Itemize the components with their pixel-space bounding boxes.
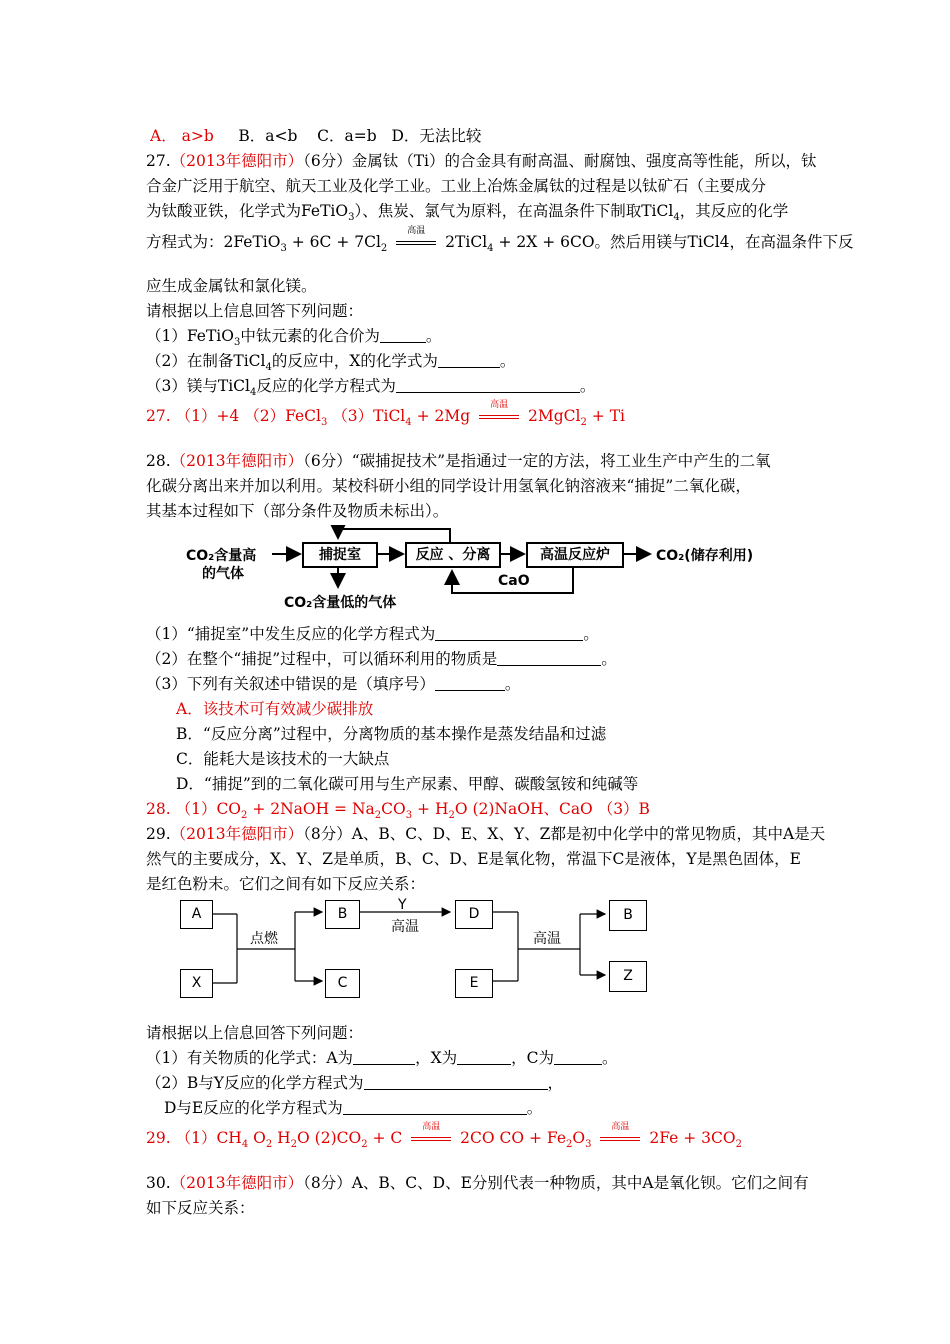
high-temp-sign: 高温 (598, 1132, 642, 1146)
q27-intro: 请根据以上信息回答下列问题： (146, 302, 364, 320)
q27-line1: 27.（2013年德阳市）（6分）金属钛（Ti）的合金具有耐高温、耐腐蚀、强度高等性能，所以，钛 (146, 152, 817, 170)
q27-q3: （3）镁与TiCl$_4$反应的化学方程式为 。 (146, 377, 596, 399)
q28-option-d: D．“捕捉”到的二氧化碳可用与生产尿素、甲醇、碳酸氢铵和纯碱等 (176, 775, 639, 793)
q27-q2: （2）在制备TiCl$_4$的反应中，X的化学式为 。 (146, 352, 516, 374)
q29-q2: （2）B与Y反应的化学方程式为 ， (146, 1074, 564, 1092)
answer-blank[interactable] (380, 327, 426, 343)
answer-blank[interactable] (497, 650, 601, 666)
q28-q1: （1）“捕捉室”中发生反应的化学方程式为 。 (146, 625, 599, 643)
box-x: X (180, 969, 213, 998)
q30-source: （2013年德阳市） (170, 1174, 304, 1192)
q28-source: （2013年德阳市） (170, 452, 304, 470)
q27-line3: 为钛酸亚铁，化学式为FeTiO$_3$）、焦炭、氯气为原料，在高温条件下制取TiCl$_4$，其反应的化学 (146, 202, 789, 224)
box-d: D (455, 900, 493, 929)
carbon-capture-flow-diagram (180, 525, 780, 615)
reaction-separation-box: 反应 、分离 (405, 542, 501, 568)
q29-line1: 29.（2013年德阳市）（8分）A、B、C、D、E、X、Y、Z都是初中化学中的常见物质，其中A是天 (146, 825, 826, 843)
q29-source: （2013年德阳市） (170, 825, 304, 843)
label-ignite: 点燃 (250, 931, 278, 947)
q26-option-a: A． a>b (150, 127, 214, 145)
q27-q1: （1）FeTiO$_3$中钛元素的化合价为 。 (146, 327, 442, 349)
box-a: A (180, 900, 213, 929)
flow-output-label: CO₂(储存利用) (656, 548, 754, 564)
box-c: C (325, 969, 360, 998)
label-y: Y (398, 897, 407, 913)
label-high-temp-2: 高温 (533, 931, 561, 947)
q29-q3: D与E反应的化学方程式为 。 (164, 1099, 543, 1117)
box-z: Z (609, 961, 647, 992)
q30-line2: 如下反应关系： (146, 1199, 255, 1217)
reaction-lines (175, 895, 655, 1000)
high-temp-sign: 高温 (409, 1132, 453, 1146)
flow-arrows (180, 525, 780, 615)
q29-line3: 是红色粉末。它们之间有如下反应关系： (146, 875, 426, 893)
flow-input-label-2: 的气体 (202, 566, 244, 582)
q27-line5: 应生成金属钛和氯化镁。 (146, 277, 317, 295)
flow-input-label: CO₂含量高 (186, 548, 257, 564)
q29-reaction-diagram (175, 895, 655, 1000)
box-e: E (455, 969, 493, 998)
answer-blank[interactable] (438, 352, 500, 368)
high-temp-furnace-box: 高温反应炉 (526, 542, 624, 568)
answer-blank[interactable] (554, 1049, 602, 1065)
q28-q3: （3）下列有关叙述中错误的是（填序号） 。 (146, 675, 521, 693)
answer-blank[interactable] (457, 1049, 511, 1065)
capture-chamber-box: 捕捉室 (302, 542, 378, 568)
q28-option-c: C．能耗大是该技术的一大缺点 (176, 750, 390, 768)
q29-q1: （1）有关物质的化学式：A为 ，X为 ，C为 。 (146, 1049, 618, 1067)
q27-answer: 27. （1）+4 （2）FeCl$_3$ （3）TiCl$_4$ + 2Mg 高温 2MgCl$_2$ + Ti (146, 400, 626, 429)
q28-q2: （2）在整个“捕捉”过程中，可以循环利用的物质是 。 (146, 650, 617, 668)
high-temp-sign: 高温 (477, 410, 521, 424)
answer-blank[interactable] (343, 1099, 527, 1115)
answer-blank[interactable] (435, 625, 583, 641)
answer-blank[interactable] (353, 1049, 415, 1065)
box-b-2: B (609, 900, 647, 931)
answer-blank[interactable] (396, 377, 580, 393)
q27-line4-equation: 方程式为：2FeTiO$_3$ + $6C + 7Cl_2$ 高温 2TiCl$_4$ + 2X + 6CO。然后用镁与TiCl4，在高温条件下反 (146, 226, 854, 255)
q29-intro: 请根据以上信息回答下列问题： (146, 1024, 364, 1042)
q30-line1: 30.（2013年德阳市）（8分）A、B、C、D、E分别代表一种物质，其中A是氧化钡。它们之间有 (146, 1174, 809, 1192)
q27-line2: 合金广泛用于航空、航天工业及化学工业。工业上冶炼金属钛的过程是以钛矿石（主要成分 (146, 177, 767, 195)
q28-answer: 28. $(1)CO_2$ + 2NaOH = $Na_2CO_3 + H_2O$ (2)NaOH、CaO （3）B (146, 800, 650, 822)
q29-line2: 然气的主要成分，X、Y、Z是单质，B、C、D、E是氧化物，常温下C是液体，Y是黑色固体，E (146, 850, 801, 868)
q28-option-a: A．该技术可有效减少碳排放 (176, 700, 374, 718)
q29-answer: 29. $(1)CH_4$ $O_2$ $H_2O$ $(2)CO_2 + C$ 高温 2CO CO + $Fe_2O_3$ 高温 $2Fe + 3CO_2$ (146, 1122, 742, 1151)
q26-options: A． a>b B．a<b C．a=b D．无法比较 (150, 127, 482, 145)
q28-line2: 化碳分离出来并加以利用。某校科研小组的同学设计用氢氧化钠溶液来“捕捉”二氧化碳， (146, 477, 751, 495)
high-temp-sign: 高温 (394, 236, 438, 250)
label-high-temp-1: 高温 (391, 919, 419, 935)
q28-option-b: B．“反应分离”过程中，分离物质的基本操作是蒸发结晶和过滤 (176, 725, 607, 743)
q28-line1: 28.（2013年德阳市）（6分）“碳捕捉技术”是指通过一定的方法，将工业生产中产生的二氧 (146, 452, 771, 470)
flow-bottom-label: CO₂含量低的气体 (284, 595, 397, 611)
q27-source: （2013年德阳市） (170, 152, 304, 170)
answer-blank[interactable] (435, 675, 505, 691)
q28-line3: 其基本过程如下（部分条件及物质未标出）。 (146, 502, 449, 520)
flow-recycle-label: CaO (498, 573, 530, 589)
answer-blank[interactable] (364, 1074, 548, 1090)
box-b: B (325, 900, 360, 929)
